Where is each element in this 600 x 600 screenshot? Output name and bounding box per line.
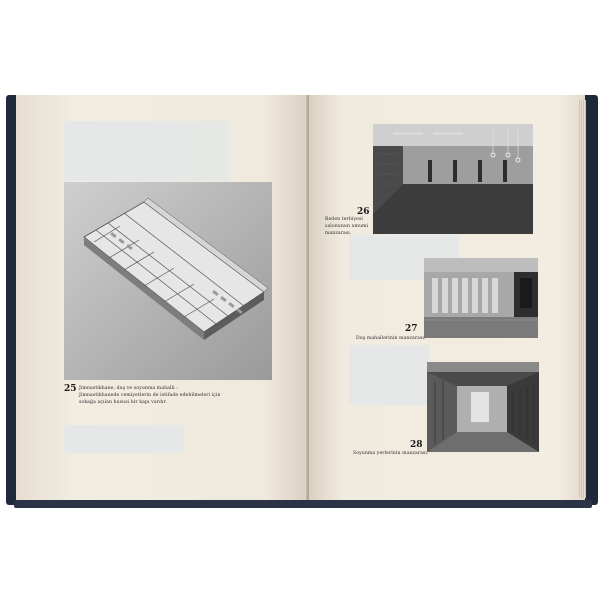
caption-line: Duş mahallerinin manzarası. [356,336,426,341]
caption-line: Soyunma yerlerinin manzarası. [353,451,429,456]
left-page [16,95,308,500]
figure-25-axonometric-drawing [64,182,272,380]
caption-line: Beden terbiyesi [325,217,363,222]
right-page [309,95,585,500]
show-through-block [64,425,184,453]
figure-26-photo [373,124,533,234]
caption-line: Jimnastikhanede cemiyetlerin de istifade edebilmeleri için [79,393,221,398]
book-cover-bottom-edge [14,500,592,508]
gymnasium-photo-graphic [373,124,533,234]
figure-28-photo [427,362,539,452]
caption-line: salonunun umumi [325,224,369,229]
figure-27-number: 27 [405,324,418,334]
caption-line: manzarası. [325,231,352,236]
figure-27-photo [424,258,538,338]
shower-area-photo-graphic [424,258,538,338]
page-edges [578,100,586,498]
caption-line: Jimnastikhane, duş ve soyunma mahalli : [79,386,178,391]
locker-room-photo-graphic [427,362,539,452]
axonometric-plan-graphic [64,182,272,380]
figure-27-caption [356,335,426,342]
figure-26-number: 26 [357,207,370,217]
figure-25-caption [79,385,221,406]
figure-26-caption [325,216,368,237]
show-through-block [349,345,429,405]
figure-28-caption [353,450,429,457]
caption-line: sokağa açılan hususi bir kapı vardır. [79,400,167,405]
figure-25-number: 25 [64,384,77,394]
show-through-block [64,121,229,181]
figure-28-number: 28 [410,440,423,450]
